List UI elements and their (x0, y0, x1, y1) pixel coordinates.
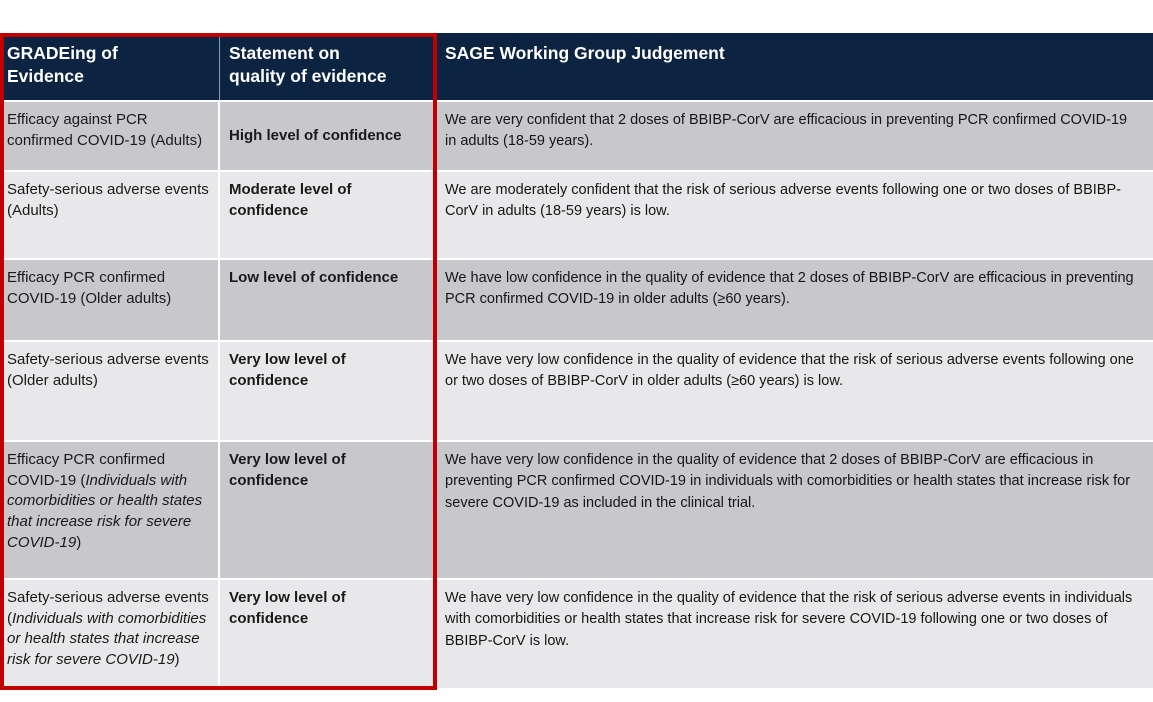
statement-cell (220, 260, 436, 340)
judgement-text: We have very low confidence in the quality of evidence that the risk of serious adverse events in individuals with comorbidities or health states that increase risk for severe COVID-19 following one or two doses of BBIBP-CorV is low. (445, 590, 1133, 649)
judgement-cell (436, 260, 1153, 340)
statement-cell (220, 172, 436, 258)
grade-cell (0, 260, 220, 340)
statement-cell (220, 102, 436, 170)
judgement-text: We have very low confidence in the quality of evidence that the risk of serious adverse events following one or two doses of BBIBP-CorV in older adults (≥60 years) is low. (445, 352, 1134, 390)
grade-text: Efficacy PCR confirmed COVID-19 ( (7, 451, 166, 489)
statement-text: Moderate level of confidence (229, 181, 352, 219)
header-label-judgement: SAGE Working Group Judgement (445, 43, 725, 63)
table-header-row (0, 33, 1153, 100)
judgement-text: We are moderately confident that the risk of serious adverse events following one or two doses of BBIBP-CorV in adults (18-59 years) is low. (445, 182, 1121, 220)
header-label-statement: Statement on quality of evidence (229, 43, 387, 87)
grade-cell (0, 442, 220, 578)
header-cell-grade (0, 33, 220, 100)
judgement-cell (436, 172, 1153, 258)
statement-text: Very low level of confidence (229, 451, 346, 489)
judgement-text: We have very low confidence in the quality of evidence that 2 doses of BBIBP-CorV are efficacious in preventing PCR confirmed COVID-19 in individuals with comorbidities or health states that increase risk for severe COVID-19 as included in the clinical trial. (445, 452, 1131, 511)
grade-text: Safety-serious adverse events (Older adults) (7, 351, 209, 389)
statement-text: Very low level of confidence (229, 589, 346, 627)
table-row (0, 100, 1153, 170)
judgement-cell (436, 442, 1153, 578)
table-row (0, 578, 1153, 688)
statement-cell (220, 580, 436, 688)
judgement-cell (436, 102, 1153, 170)
table-row (0, 440, 1153, 578)
judgement-text: We have low confidence in the quality of evidence that 2 doses of BBIBP-CorV are efficacious in preventing PCR confirmed COVID-19 in older adults (≥60 years). (445, 270, 1134, 308)
table-row (0, 258, 1153, 340)
statement-text: Low level of confidence (229, 269, 399, 286)
evidence-table (0, 33, 1153, 688)
judgement-text: We are very confident that 2 doses of BBIBP-CorV are efficacious in preventing PCR confirmed COVID-19 in adults (18-59 years). (445, 112, 1128, 150)
header-label-grade: GRADEing of Evidence (7, 43, 118, 87)
grade-text: Efficacy PCR confirmed COVID-19 (Older adults) (7, 269, 172, 307)
header-cell-statement (220, 33, 436, 100)
grade-cell (0, 172, 220, 258)
grade-cell (0, 102, 220, 170)
grade-text-italic: Individuals with comorbidities or health states that increase risk for severe COVID-19 (7, 609, 207, 669)
grade-text-suffix: ) (174, 651, 180, 669)
grade-cell (0, 342, 220, 440)
table-row (0, 340, 1153, 440)
grade-text: Efficacy against PCR confirmed COVID-19 (Adults) (7, 111, 203, 149)
statement-cell (220, 442, 436, 578)
judgement-cell (436, 342, 1153, 440)
statement-text: Very low level of confidence (229, 351, 346, 389)
statement-cell (220, 342, 436, 440)
grade-text: Safety-serious adverse events ( (7, 589, 209, 627)
judgement-cell (436, 580, 1153, 688)
grade-text-italic: Individuals with comorbidities or health states that increase risk for severe COVID-19 (7, 471, 203, 551)
statement-text: High level of confidence (229, 126, 402, 144)
table-row (0, 170, 1153, 258)
grade-cell (0, 580, 220, 688)
grade-text: Safety-serious adverse events (Adults) (7, 181, 209, 219)
grade-text-suffix: ) (76, 533, 82, 551)
header-cell-judgement (436, 33, 1153, 100)
